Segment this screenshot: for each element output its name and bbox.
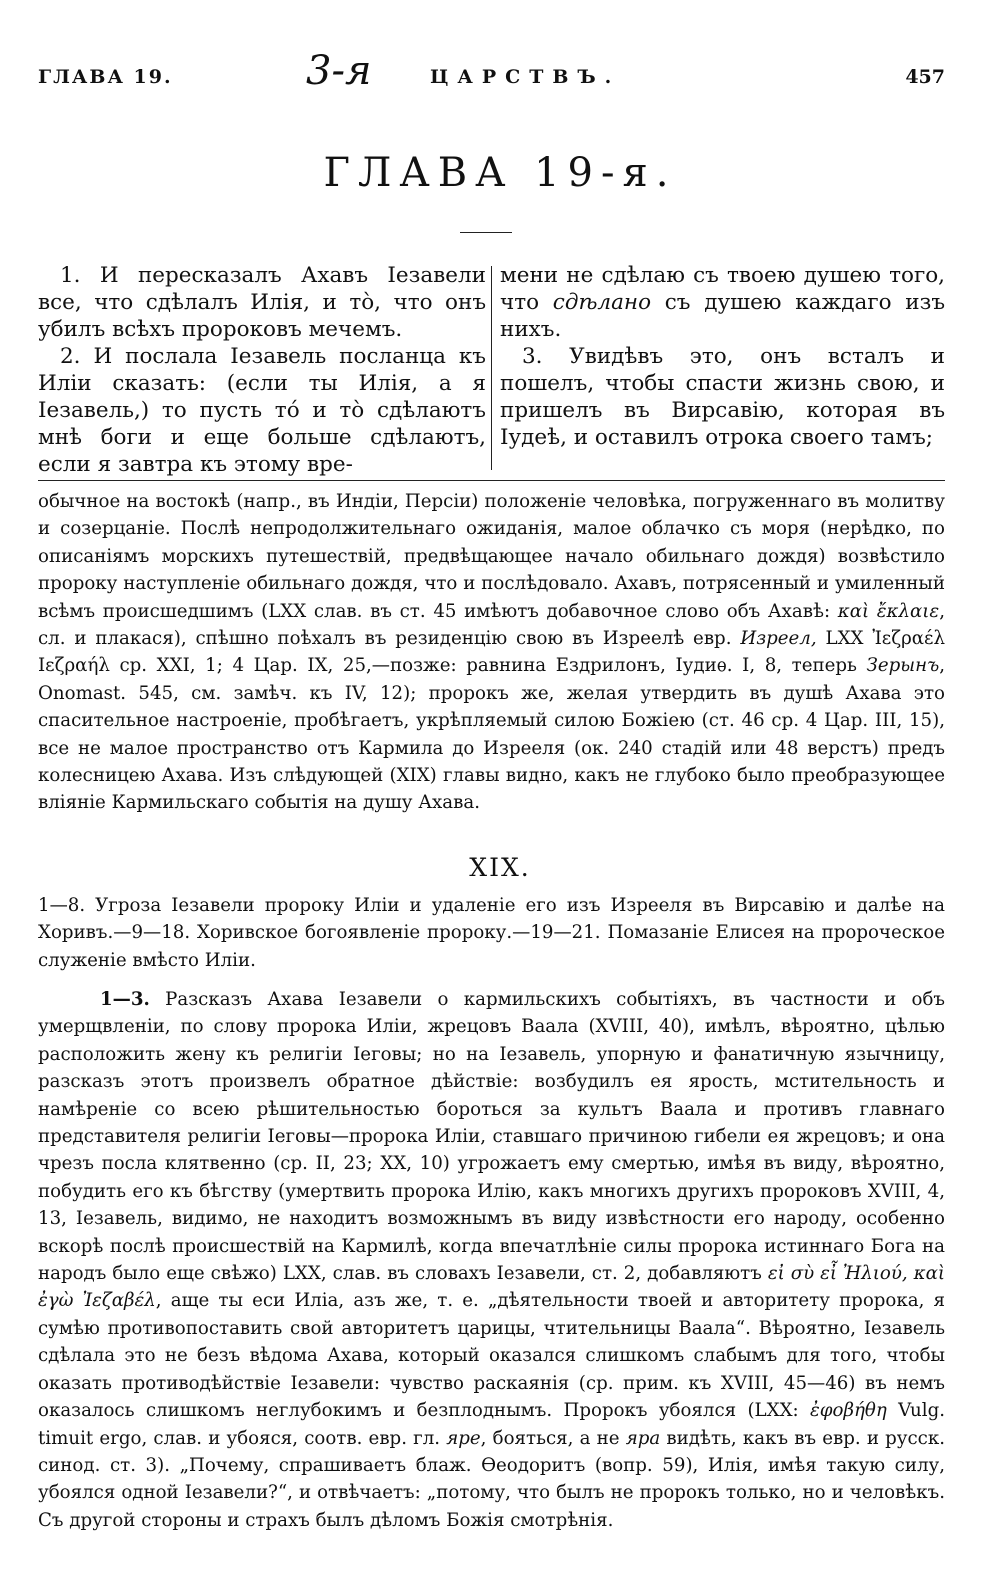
verse-column-right xyxy=(500,262,945,451)
section-heading: XIX. xyxy=(469,853,531,882)
verse-2-continuation xyxy=(500,262,945,343)
running-head-chapter: ГЛАВА 19. xyxy=(38,66,173,88)
verse-column-left xyxy=(38,262,486,478)
verse-italic-word: сдѣлано xyxy=(552,290,652,315)
summary-text: 1—8. Угроза Іезавели пророку Иліи и удаленіе его изъ Изрееля въ Вирсавію и далѣе на Хоривъ.—9—18. Хоривское богоявленіе пророку.—19—21. Помазаніе Елисея на пророческое служеніе вмѣсто Иліи. xyxy=(38,895,945,971)
greek-quote: εἰ σὺ εἶ Ἠλιού, καὶ ἐγὼ Ἰεζαβέλ xyxy=(38,1263,945,1312)
verse-range-label: 1—3. xyxy=(100,989,150,1010)
page-number: 457 xyxy=(905,66,945,88)
italic-word: яра xyxy=(625,1427,661,1449)
commentary-text: , бояться, а не xyxy=(480,1427,626,1449)
verse-columns xyxy=(38,262,945,477)
verse-text: мени не сдѣлаю съ твоею душею того, что xyxy=(500,263,945,315)
column-divider xyxy=(491,266,492,470)
title-rule xyxy=(460,232,512,233)
commentary-text: , аще ты еси Иліа, азъ же, т. е. „дѣятельности твоей и авторитету пророка, я сумѣю противопоставить свой авторитетъ царицы, чтительницы Ваала“. Вѣроятно, Іезавель сдѣлала это не безъ вѣдома Ахава, который оказался слишкомъ слабымъ для того, чтобы оказать противодѣйствіе Іезавели: чувство раскаянія (ср. прим. къ XVIII, 45—46) въ немъ оказалось слишкомъ неглубокимъ и безплоднымъ. Пророкъ убоялся (LXX: xyxy=(38,1290,945,1422)
chapter-summary xyxy=(38,892,945,974)
commentary-paragraph xyxy=(38,488,945,817)
commentary-rule xyxy=(38,480,945,481)
commentary-text: , сл. и плакася), спѣшно поѣхалъ въ резиденцію свою въ Изреелѣ евр. xyxy=(38,600,945,650)
commentary-text: обычное на востокѣ (напр., въ Индіи, Персіи) положеніе человѣка, погруженнаго въ молитву и созерцаніе. Послѣ непродолжительнаго ожиданія, малое облачко съ моря (нерѣдко, по описаніямъ морскихъ путешествій, предвѣщающее начало обильнаго дождя) возвѣстило пророку наступленіе обильнаго дождя, что и послѣдовало. Ахавъ, потрясенный и умиленный всѣмъ происшедшимъ (LXX слав. въ ст. 45 имѣютъ добавочное слово объ Ахавѣ: xyxy=(38,491,945,622)
italic-word: яре xyxy=(446,1427,481,1449)
running-head xyxy=(38,48,945,98)
greek-quote: καὶ ἔκλαιε xyxy=(837,600,940,622)
commentary-paragraph xyxy=(38,986,945,1534)
italic-word: Изреел, xyxy=(740,628,817,650)
running-head-book: ЦАРСТВЪ. xyxy=(430,66,621,88)
commentary-text: Разсказъ Ахава Іезавели о кармильскихъ событіяхъ, въ частности и объ умерщвленіи, по слову пророка Иліи, жрецовъ Ваала (XVIII, 40), имѣлъ, вѣроятно, цѣлью расположить жену къ религіи Іеговы; но на Іезавель, упорную и фанатичную язычницу, разсказъ этотъ произвелъ обратное дѣйствіе: возбудилъ ея ярость, мстительность и намѣреніе со всею рѣшительностью бороться за культъ Ваала и противъ главнаго представителя религіи Іеговы—пророка Иліи, ставшаго причиною гибели ея жрецовъ; и она чрезъ посла клятвенно (ср. II, 23; XX, 10) угрожаетъ ему смертью, имѣя въ виду, вѣроятно, побудить его къ бѣгству (умертвить пророка Илію, какъ многихъ другихъ пророковъ XVIII, 4, 13, Іезавель, видимо, не находитъ возможнымъ въ виду извѣстности его народу, особенно вскорѣ послѣ происшествій на Кармилѣ, когда впечатлѣніе силы пророка истиннаго Бога на народъ было еще свѣжо) LXX, слав. въ словахъ Іезавели, ст. 2, добавляютъ xyxy=(38,989,945,1285)
commentary-verses-1-3 xyxy=(38,986,945,1534)
greek-word: ἐφοβήθη xyxy=(810,1400,887,1422)
commentary-continuation xyxy=(38,488,945,817)
verse-2: 2. И послала Іезавель посланца къ Иліи сказать: (если ты Илія, а я Іезавель,) то пусть тó и тò сдѣлаютъ мнѣ боги и еще больше сдѣлаютъ, если я завтра къ этому вре- xyxy=(38,344,486,477)
commentary-text: Vulg. timuit ergo, слав. и убояся, соотв. евр. гл. xyxy=(38,1400,945,1449)
commentary-text: , Onomast. 545, см. замѣч. къ IV, 12); пророкъ же, желая утвердить въ душѣ Ахава это спасительное настроеніе, пробѣгаетъ, укрѣпляемый силою Божіею (ст. 46 ср. 4 Цар. III, 15), все не малое пространство отъ Кармила до Изрееля (ок. 240 стадій или 48 верстъ) предъ колесницею Ахава. Изъ слѣдующей (XIX) главы видно, какъ не глубоко было преобразующее вліяніе Кармильскаго событія на душу Ахава. xyxy=(38,655,945,814)
verse-1: 1. И пересказалъ Ахавъ Іезавели все, что сдѣлалъ Илія, и тò, что онъ убилъ всѣхъ пророковъ мечемъ. xyxy=(38,263,486,342)
commentary-text: видѣть, какъ въ евр. и русск. синод. ст. 3). „Почему, спрашиваетъ блаж. Ѳеодоритъ (вопр. 59), Илія, имѣя такую силу, убоялся одной Іезавели?“, и отвѣчаетъ: „потому, что былъ не пророкъ только, но и человѣкъ. Съ другой стороны и страхъ былъ дѣломъ Божія смотрѣнія. xyxy=(38,1427,945,1531)
commentary-text: LXX Ἰεζραέλ Ιεζραήλ ср. XXI, 1; 4 Цар. IX, 25,—позже: равнина Ездрилонъ, Іудиѳ. I, 8, теперь xyxy=(38,628,945,677)
handwritten-annotation: 3-я xyxy=(306,48,372,94)
chapter-title: ГЛАВА 19-я. xyxy=(323,150,677,196)
verse-text: съ душею каждаго изъ нихъ. xyxy=(500,290,945,342)
italic-word: Зерынъ xyxy=(866,655,940,677)
verse-3: 3. Увидѣвъ это, онъ всталъ и пошелъ, чтобы спасти жизнь свою, и пришелъ въ Вирсавію, которая въ Іудеѣ, и оставилъ отрока своего тамъ; xyxy=(500,344,945,450)
